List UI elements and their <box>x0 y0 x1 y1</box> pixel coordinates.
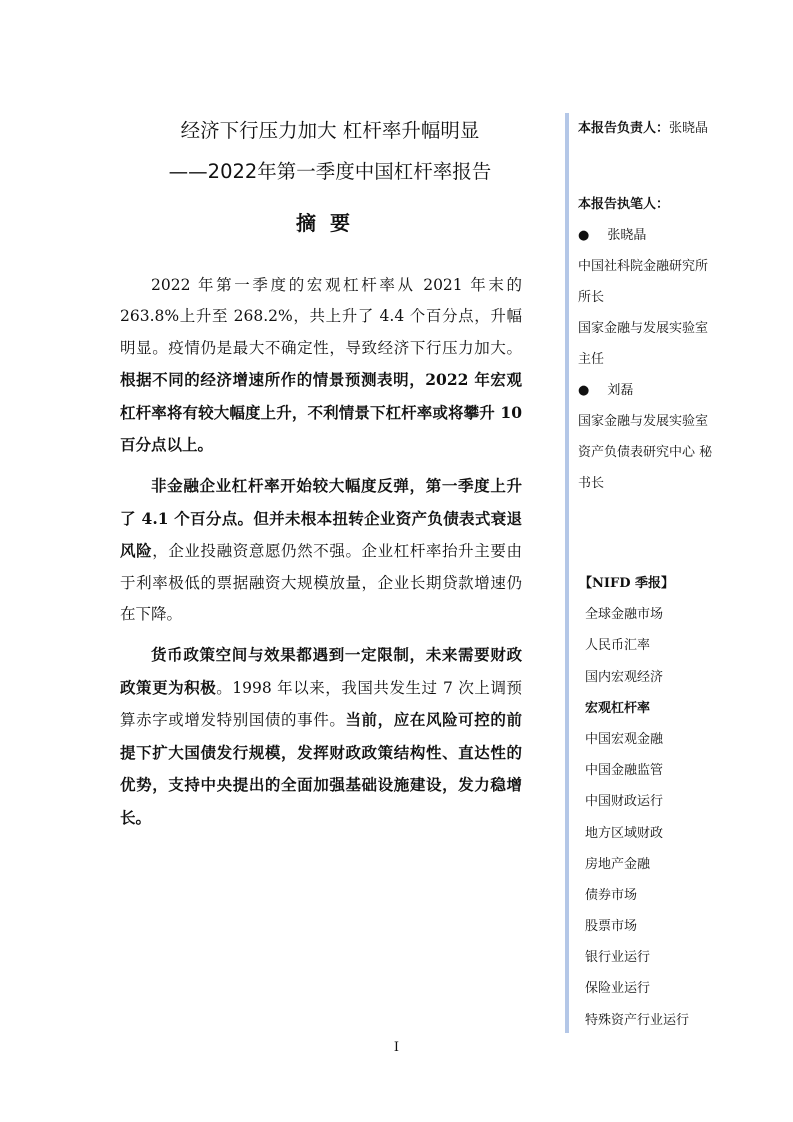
writer-affiliation: 国家金融与发展实验室 <box>578 414 709 429</box>
bold-text: 当前，应在风险可控的前提下扩大国债发行规模，发挥财政政策结构性、直达性的优势，支持中央提出的全面加强基础设施建设，发力稳增长。 <box>120 710 522 827</box>
writer-affiliation: 主任 <box>578 352 605 367</box>
sidebar-divider <box>565 113 569 1033</box>
series-link[interactable]: 保险业运行 <box>585 981 651 997</box>
series-link[interactable]: 全球金融市场 <box>585 607 664 623</box>
series-link[interactable]: 股票市场 <box>585 919 638 935</box>
writer-affiliation: 中国社科院金融研究所 <box>578 259 709 274</box>
series-link[interactable]: 国内宏观经济 <box>585 669 664 685</box>
text: 。1998 年以来，我国共发生过 7 次上调预算赤字或增发特别国债的事件。 <box>120 678 522 730</box>
series-link[interactable]: 人民币汇率 <box>585 638 651 654</box>
bold-text: 货币政策空间与效果都遇到一定限制，未来需要财政政策更为积极 <box>120 645 522 697</box>
page-number: I <box>393 1040 400 1055</box>
series-link[interactable]: 房地产金融 <box>585 856 651 872</box>
responsible-label: 本报告负责人： <box>578 121 670 136</box>
series-link[interactable]: 中国财政运行 <box>585 794 664 810</box>
series-label: 【NIFD 季报】 <box>579 576 674 591</box>
series-link[interactable]: 债券市场 <box>585 887 638 903</box>
text: ，企业投融资意愿仍然不强。企业杠杆率抬升主要由于利率极低的票据融资大规模放量，企业长期贷款增速仍在下降。 <box>120 542 522 624</box>
writer-affiliation: 书长 <box>578 476 605 491</box>
report-title: 经济下行压力加大 杠杆率升幅明显 <box>180 119 480 142</box>
text: 2022 年第一季度的宏观杠杆率从 2021 年末的 263.8%上升至 268.2%，共上升了 4.4 个百分点，升幅明显。疫情仍是最大不确定性，导致经济下行压力加大。 <box>120 276 522 357</box>
series-link[interactable]: 中国金融监管 <box>585 763 664 779</box>
responsible-name: 张晓晶 <box>669 121 709 136</box>
series-link[interactable]: 宏观杠杆率 <box>585 700 651 716</box>
series-link[interactable]: 特殊资产行业运行 <box>585 1012 690 1028</box>
writer-affiliation: 所长 <box>578 290 605 305</box>
abstract-paragraph <box>120 270 522 461</box>
series-link[interactable]: 中国宏观金融 <box>585 731 664 747</box>
bold-text: 非金融企业杠杆率开始较大幅度反弹，第一季度上升了 4.1 个百分点。但并未根本扭转企业资产负债表式衰退风险 <box>120 476 522 561</box>
series-nav <box>579 568 690 1036</box>
abstract-body <box>120 270 522 834</box>
series-link[interactable]: 银行业运行 <box>585 950 651 966</box>
abstract-paragraph <box>120 639 522 833</box>
writer-affiliation: 国家金融与发展实验室 <box>578 321 709 336</box>
writer-name: ● 张晓晶 <box>578 220 712 251</box>
writer-name: ● 刘磊 <box>578 375 712 406</box>
report-subtitle: ——2022年第一季度中国杠杆率报告 <box>168 160 492 183</box>
authors-panel <box>578 113 712 499</box>
writer-affiliation: 资产负债表研究中心 秘 <box>578 445 713 460</box>
series-link[interactable]: 地方区域财政 <box>585 825 664 841</box>
abstract-paragraph <box>120 470 522 630</box>
abstract-heading: 摘要 <box>296 211 364 235</box>
writers-label: 本报告执笔人： <box>578 197 670 212</box>
bold-text: 根据不同的经济增速所作的情景预测表明，2022 年宏观杠杆率将有较大幅度上升，不利情景下杠杆率或将攀升 10 百分点以上。 <box>120 370 522 455</box>
